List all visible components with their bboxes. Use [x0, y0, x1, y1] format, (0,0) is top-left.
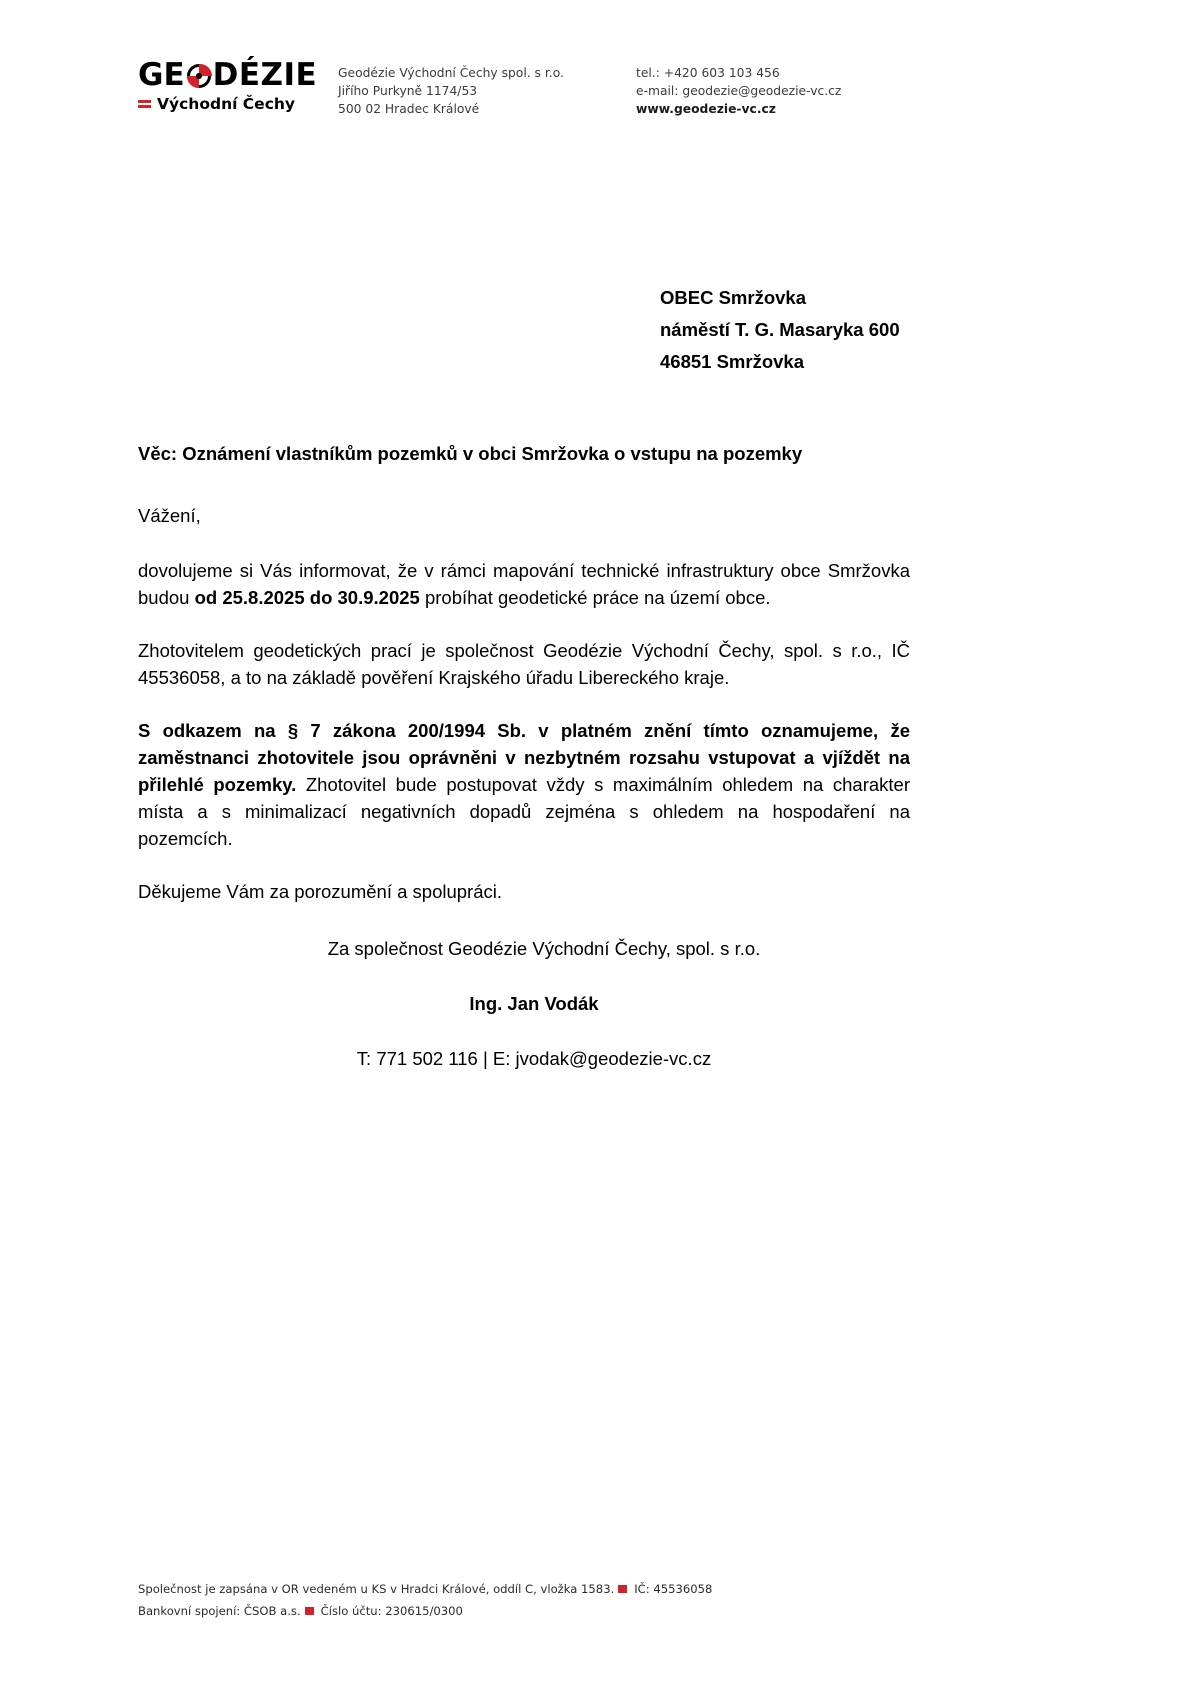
- company-contacts: [628, 52, 1071, 118]
- letter-greeting: Vážení,: [138, 505, 201, 526]
- logo-wordmark: [138, 57, 338, 93]
- company-address-line-2: Jiřího Purkyně 1174/53: [338, 83, 478, 98]
- footer-bank-line: [138, 1601, 1071, 1622]
- target-crosshair-icon: [186, 63, 212, 89]
- company-phone: tel.: +420 603 103 456: [636, 66, 780, 80]
- letter-paragraph-2: Zhotovitelem geodetických prací je společnost Geodézie Východní Čechy, spol. s r.o., IČ 45536058, a to na základě pověření Krajského úřadu Libereckého kraje.: [138, 640, 910, 688]
- red-bars-icon: [138, 100, 151, 108]
- letterhead: [138, 52, 1071, 142]
- logo-word-right: DÉZIE: [212, 57, 318, 93]
- recipient-address: [660, 282, 900, 377]
- paragraph-1-part-a: dovolujeme si Vás informovat, že v rámci mapování technické infrastruktury obce Smržovka budou: [138, 560, 910, 608]
- logo-subtitle: Východní Čechy: [157, 95, 296, 113]
- letter-subject: Věc: Oznámení vlastníkům pozemků v obci Smržovka o vstupu na pozemky: [138, 443, 803, 464]
- paragraph-1-part-c: probíhat geodetické práce na území obce.: [419, 587, 771, 608]
- recipient-city: 46851 Smržovka: [660, 350, 804, 372]
- footer-company-id: IČ: 45536058: [634, 1582, 713, 1597]
- company-address: [338, 52, 628, 118]
- recipient-name: OBEC Smržovka: [660, 287, 806, 308]
- letter-paragraph-3: [138, 717, 910, 852]
- logo-word-left: GE: [138, 57, 185, 93]
- logo-subtitle-row: [138, 95, 338, 113]
- paragraph-3-rest: Zhotovitel bude postupovat vždy s maximálním ohledem na charakter místa a s minimalizací negativních dopadů zejména s ohledem na hospodaření na pozemcích.: [138, 774, 910, 849]
- signature-company: Za společnost Geodézie Východní Čechy, spol. s r.o.: [327, 938, 761, 959]
- footer-registration-text: Společnost je zapsána v OR vedeném u KS v Hradci Králové, oddíl C, vložka 1583.: [138, 1582, 615, 1597]
- company-address-line-1: Geodézie Východní Čechy spol. s r.o.: [338, 66, 564, 80]
- footer-account-number: Číslo účtu: 230615/0300: [320, 1603, 463, 1618]
- company-website[interactable]: www.geodezie-vc.cz: [636, 101, 776, 116]
- signature-name: Ing. Jan Vodák: [469, 993, 599, 1014]
- paragraph-3-legal-notice: S odkazem na § 7 zákona 200/1994 Sb. v platném znění tímto oznamujeme, že zaměstnanci zhotovitele jsou oprávněni v nezbytném rozsahu vstupovat a vjíždět na přilehlé pozemky.: [138, 720, 910, 795]
- letter-paragraph-4: Děkujeme Vám za porozumění a spolupráci.: [138, 881, 503, 902]
- footer-registration-line: [138, 1579, 1071, 1600]
- red-separator-icon: [618, 1585, 627, 1593]
- signature-contact: T: 771 502 116 | E: jvodak@geodezie-vc.cz: [356, 1048, 712, 1069]
- footer-bank-text: Bankovní spojení: ČSOB a.s.: [138, 1603, 301, 1618]
- recipient-street: náměstí T. G. Masaryka 600: [660, 318, 900, 340]
- company-logo: [138, 52, 338, 113]
- page-footer: [138, 1579, 1071, 1622]
- letter-paragraph-1: [138, 557, 910, 611]
- company-email: e-mail: geodezie@geodezie-vc.cz: [636, 83, 842, 98]
- work-period-dates: od 25.8.2025 do 30.9.2025: [194, 587, 420, 608]
- company-address-line-3: 500 02 Hradec Králové: [338, 101, 480, 116]
- red-separator-icon: [305, 1607, 314, 1615]
- letter-body: [138, 440, 910, 1072]
